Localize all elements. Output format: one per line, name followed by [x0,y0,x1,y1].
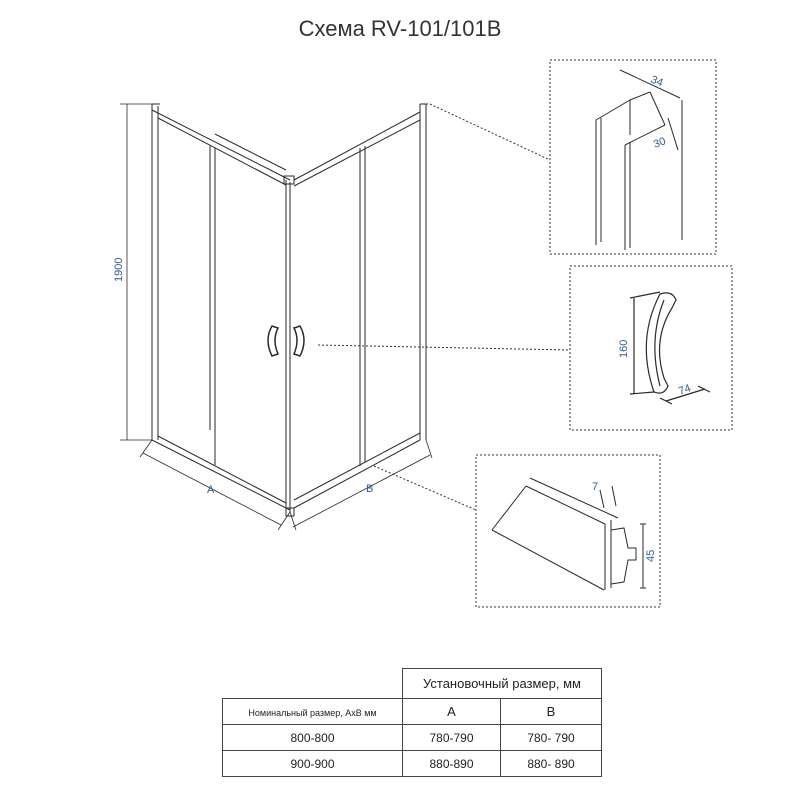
size-table [222,668,602,777]
profile-width-label: 30 [651,135,668,151]
table-row [223,751,602,777]
a-cell: 880-890 [403,751,501,777]
nominal-size-header: Номинальный размер, AxB мм [223,699,403,725]
leader-rail [374,466,476,510]
width-a-label: A [207,484,215,496]
profile-depth-label: 34 [648,73,665,90]
column-a-header: A [403,699,501,725]
nominal-cell: 800-800 [223,725,403,751]
height-label: 1900 [113,257,125,282]
rail-height-label: 45 [645,549,657,562]
b-cell: 880- 890 [501,751,602,777]
leader-profile [430,104,550,160]
corner-post [284,176,294,516]
install-size-header: Установочный размер, мм [403,669,602,699]
right-panel [294,104,428,508]
width-b-dimension [290,440,432,530]
width-b-label: B [366,483,374,495]
diagram-title: Схема RV-101/101B [298,16,502,41]
detail-wall-profile [550,60,716,254]
table-corner [223,669,403,699]
column-b-header: B [501,699,602,725]
handle-height-label: 160 [618,339,630,358]
detail-rail [476,455,660,607]
handle-width-label: 74 [676,382,693,398]
leader-handle [318,345,570,350]
table-row [223,725,602,751]
left-panel [152,104,290,510]
nominal-cell: 900-900 [223,751,403,777]
b-cell: 780- 790 [501,725,602,751]
detail-handle [570,266,732,430]
a-cell: 780-790 [403,725,501,751]
rail-thickness-label: 7 [592,481,599,493]
